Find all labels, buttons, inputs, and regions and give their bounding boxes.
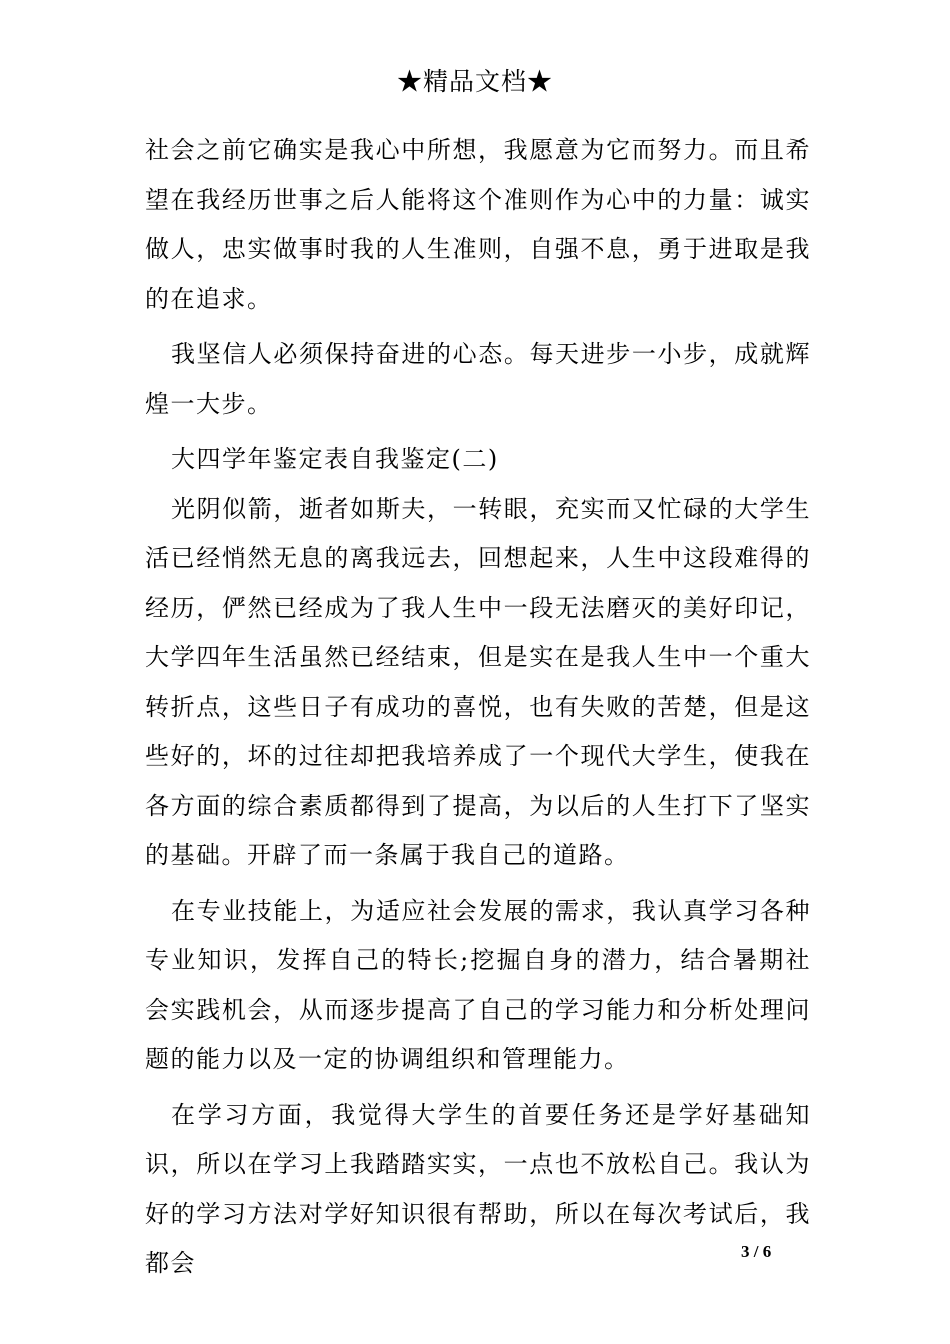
section-heading: 大四学年鉴定表自我鉴定(二)	[171, 445, 499, 473]
paragraph-intro: 光阴似箭，逝者如斯夫，一转眼，充实而又忙碌的大学生活已经悄然无息的离我远去，回想起来，人生中这段难得的经历，俨然已经成为了我人生中一段无法磨灭的美好印记，大学四年生活虽然已经结束，但是实在是我人生中一个重大转折点，这些日子有成功的喜悦，也有失败的苦楚，但是这些好的，坏的过往却把我培养成了一个现代大学生，使我在各方面的综合素质都得到了提高，为以后的人生打下了坚实的基础。开辟了而一条属于我自己的道路。	[145, 494, 811, 869]
document-header-title: ★精品文档★	[396, 67, 553, 96]
paragraph-study: 在学习方面，我觉得大学生的首要任务还是学好基础知识，所以在学习上我踏踏实实，一点也不放松自己。我认为好的学习方法对学好知识很有帮助，所以在每次考试后，我都会	[145, 1100, 811, 1277]
paragraph-continued: 社会之前它确实是我心中所想，我愿意为它而努力。而且希望在我经历世事之后人能将这个准则作为心中的力量：诚实做人，忠实做事时我的人生准则，自强不息，勇于进取是我的在追求。	[145, 136, 811, 313]
paragraph-belief: 我坚信人必须保持奋进的心态。每天进步一小步，成就辉煌一大步。	[145, 340, 811, 418]
page-number: 3 / 6	[741, 1242, 772, 1261]
document-body	[145, 126, 811, 1289]
paragraph-professional-skills: 在专业技能上，为适应社会发展的需求，我认真学习各种专业知识，发挥自己的特长;挖掘自身的潜力，结合暑期社会实践机会，从而逐步提高了自己的学习能力和分析处理问题的能力以及一定的协调组织和管理能力。	[145, 896, 811, 1073]
